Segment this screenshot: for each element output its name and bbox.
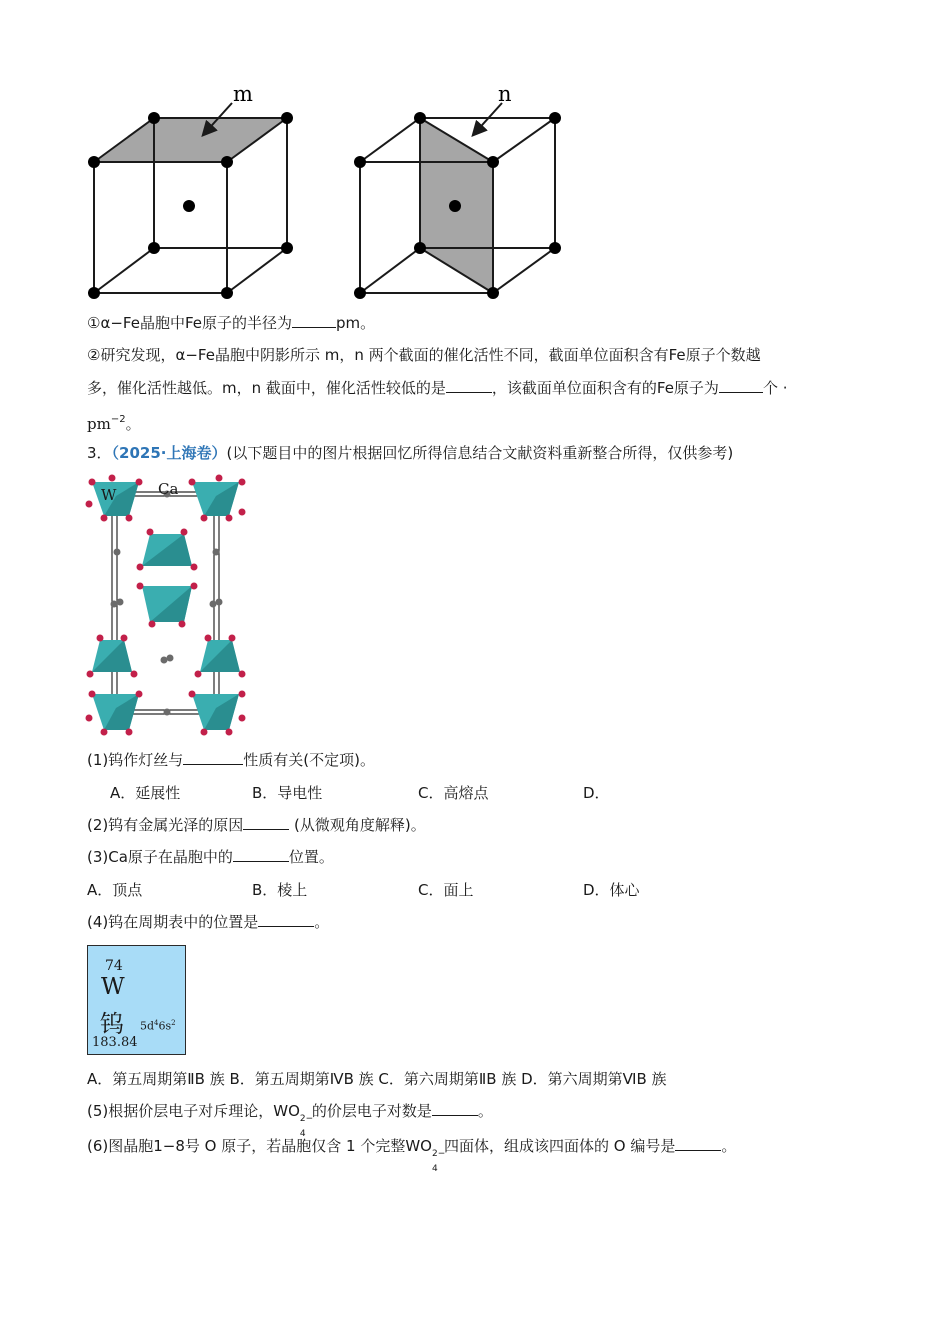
q2-sub2-text-c: 个 · — [762, 379, 788, 397]
option-c[interactable]: C．高熔点 — [418, 784, 489, 802]
q3-p4-text: (4)钨在周期表中的位置是 — [87, 913, 259, 931]
cube-diagrams — [80, 80, 580, 310]
unit-exponent: −2 — [110, 414, 126, 425]
q3-p3-suffix: 位置。 — [288, 848, 334, 866]
cube-m — [88, 82, 293, 299]
question-number: 3． — [87, 444, 112, 462]
option-a[interactable]: A．延展性 — [110, 784, 181, 802]
answer-blank[interactable] — [675, 1136, 721, 1151]
q2-sub2-text-a: 多，催化活性越低。m，n 截面中，催化活性较低的是 — [87, 379, 446, 397]
option-a[interactable]: A．顶点 — [87, 881, 143, 899]
q2-sub2-line3 — [87, 410, 141, 434]
atomic-number: 74 — [105, 958, 123, 974]
question-source: （2025·上海卷） — [111, 444, 227, 462]
label-ca: Ca — [158, 480, 179, 498]
q3-p5: (5)根据价层电子对斥理论，WO 2− 4 的价层电子对数是 。 — [87, 1102, 493, 1139]
element-chinese-name: 钨 — [100, 1010, 124, 1038]
option-d[interactable]: D． — [583, 784, 610, 802]
q3-p3-text: (3)Ca原子在晶胞中的 — [87, 848, 233, 866]
label-w: W — [101, 486, 117, 504]
option-b[interactable]: B．棱上 — [252, 881, 308, 899]
q2-sub2-line2 — [87, 378, 787, 398]
q3-p4-suffix: 。 — [314, 913, 330, 931]
label-n: n — [498, 82, 512, 106]
answer-blank[interactable] — [432, 1101, 478, 1116]
q3-p6: (6)图晶胞1−8号 O 原子，若晶胞仅含 1 个完整WO 2− 4 四面体，组成该四面体的 O 编号是 。 — [87, 1137, 737, 1174]
q2-sub1-suffix: pm。 — [335, 314, 376, 332]
answer-blank[interactable] — [719, 378, 763, 393]
q3-p1-suffix: 性质有关(不定项)。 — [243, 751, 375, 769]
q3-p1-text: (1)钨作灯丝与 — [87, 751, 184, 769]
answer-blank[interactable] — [258, 912, 314, 927]
q2-sub1-text: ①α−Fe晶胞中Fe原子的半径为 — [87, 314, 292, 332]
answer-blank[interactable] — [292, 313, 336, 328]
q3-p6-text: (6)图晶胞1−8号 O 原子，若晶胞仅含 1 个完整WO — [87, 1137, 432, 1155]
q3-p1 — [87, 750, 375, 770]
atomic-mass: 183.84 — [92, 1035, 138, 1050]
q3-header — [87, 443, 733, 463]
unit-pm: pm — [87, 415, 111, 433]
element-card-tungsten — [87, 945, 186, 1055]
electron-configuration: $5d^46s^2$ — [140, 1019, 176, 1033]
question-note: (以下题目中的图片根据回忆所得信息结合文献资料重新整合所得，仅供参考) — [226, 444, 734, 462]
cube-n — [354, 82, 561, 299]
q3-p4 — [87, 912, 329, 932]
q3-p6-suffix: 四面体，组成该四面体的 O 编号是 — [443, 1137, 676, 1155]
q3-p2 — [87, 815, 426, 835]
q3-p3 — [87, 847, 334, 867]
answer-blank[interactable] — [233, 847, 289, 862]
q3-p5-text: (5)根据价层电子对斥理论，WO — [87, 1102, 300, 1120]
option-b[interactable]: B．导电性 — [252, 784, 323, 802]
q3-p2-text: (2)钨有金属光泽的原因 — [87, 816, 244, 834]
q3-p5-suffix: 的价层电子对数是 — [311, 1102, 432, 1120]
answer-blank[interactable] — [243, 815, 289, 830]
option-c[interactable]: C．面上 — [418, 881, 474, 899]
label-m: m — [233, 82, 253, 106]
period: 。 — [125, 415, 141, 433]
q2-sub2-text-b: ，该截面单位面积含有的Fe原子为 — [491, 379, 719, 397]
q3-p2-suffix: (从微观角度解释)。 — [289, 816, 426, 834]
period: 。 — [721, 1137, 737, 1155]
cawo4-structure — [84, 474, 254, 739]
q3-p4-options[interactable]: A．第五周期第ⅡB 族 B．第五周期第ⅣB 族 C．第六周期第ⅡB 族 D．第六周期第ⅥB 族 — [87, 1070, 667, 1088]
option-d[interactable]: D．体心 — [583, 881, 640, 899]
q2-sub1 — [87, 313, 375, 333]
answer-blank[interactable] — [446, 378, 492, 393]
answer-blank[interactable] — [183, 750, 243, 765]
element-symbol: W — [101, 974, 125, 1000]
period: 。 — [477, 1102, 493, 1120]
q2-sub2-line1: ②研究发现，α−Fe晶胞中阴影所示 m，n 两个截面的催化活性不同，截面单位面积含有Fe原子个数越 — [87, 346, 761, 364]
